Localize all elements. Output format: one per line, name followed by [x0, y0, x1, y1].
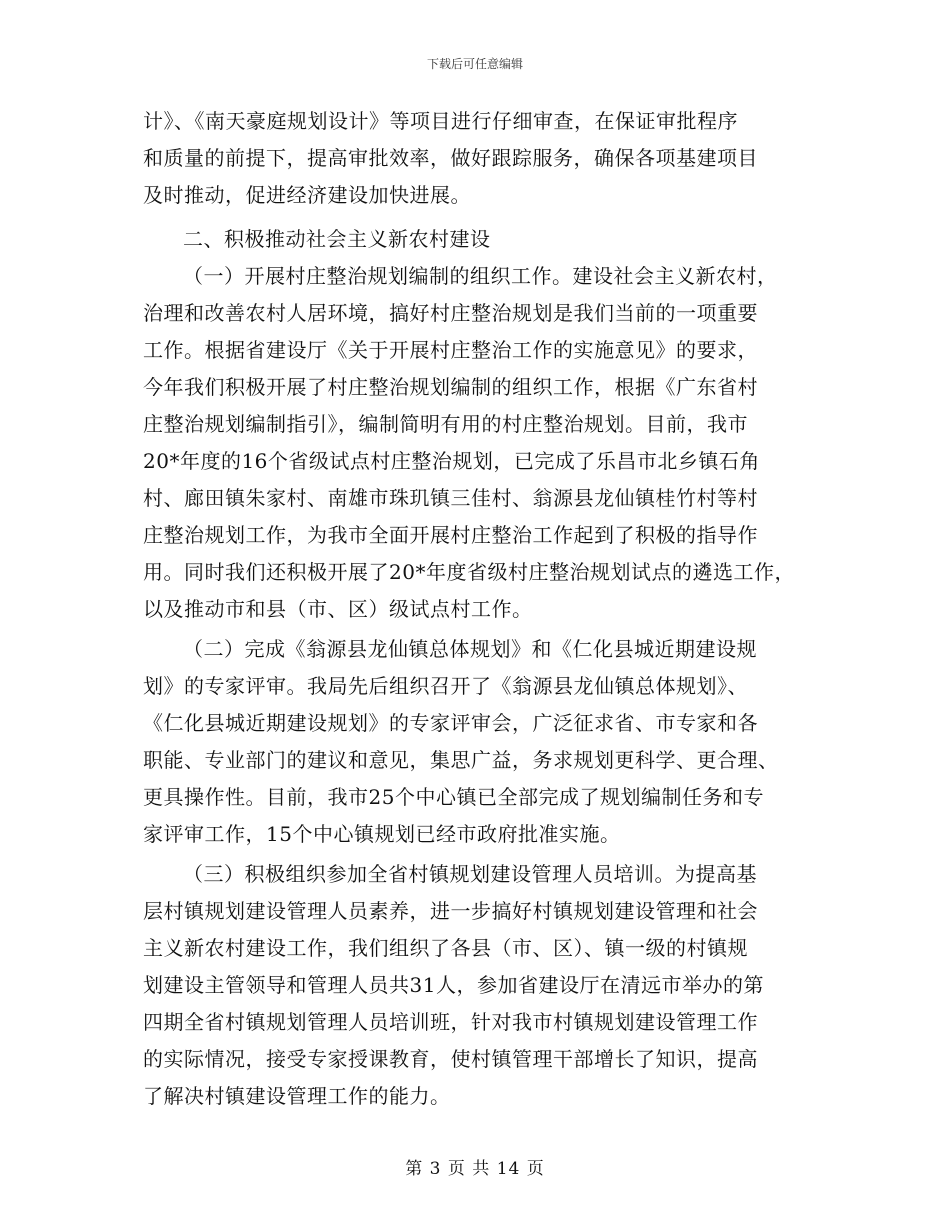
paragraph-line: 主义新农村建设工作，我们组织了各县（市、区）、镇一级的村镇规	[143, 936, 748, 960]
paragraph-line: 和质量的前提下，提高审批效率，做好跟踪服务，确保各项基建项目	[143, 146, 758, 170]
paragraph-line: 划》的专家评审。我局先后组织召开了《翁源县龙仙镇总体规划》、	[143, 674, 748, 698]
paragraph-line: 用。同时我们还积极开展了20*年度省级村庄整治规划试点的遴选工作，	[143, 560, 795, 584]
paragraph-line: 村、廊田镇朱家村、南雄市珠玑镇三佳村、翁源县龙仙镇桂竹村等村	[143, 486, 758, 510]
paragraph-line: 更具操作性。目前，我市25个中心镇已全部完成了规划编制任务和专	[143, 785, 764, 809]
paragraph-line: 庄整治规划工作，为我市全面开展村庄整治工作起到了积极的指导作	[143, 523, 758, 547]
paragraph-line: 家评审工作，15个中心镇规划已经市政府批准实施。	[143, 822, 621, 846]
paragraph-line: 及时推动，促进经济建设加快进展。	[143, 183, 471, 207]
paragraph-line: 今年我们积极开展了村庄整治规划编制的组织工作，根据《广东省村	[143, 375, 758, 399]
paragraph-line: 划建设主管领导和管理人员共31人，参加省建设厅在清远市举办的第	[143, 973, 764, 997]
paragraph-line: 层村镇规划建设管理人员素养，进一步搞好村镇规划建设管理和社会	[143, 899, 758, 923]
paragraph-line: 20*年度的16个省级试点村庄整治规划，已完成了乐昌市北乡镇石角	[143, 449, 760, 473]
paragraph-line: 的实际情况，接受专家授课教育，使村镇管理干部增长了知识，提高	[143, 1047, 758, 1071]
paragraph-line: 职能、专业部门的建议和意见，集思广益，务求规划更科学、更合理、	[143, 748, 779, 772]
page-number: 第 3 页 共 14 页	[405, 1159, 545, 1179]
paragraph-line: （三）积极组织参加全省村镇规划建设管理人员培训。为提高基	[183, 862, 757, 886]
paragraph-line: 计》、《南天豪庭规划设计》等项目进行仔细审查，在保证审批程序	[143, 109, 738, 133]
paragraph-line: 以及推动市和县（市、区）级试点村工作。	[143, 597, 533, 621]
paragraph-line: （二）完成《翁源县龙仙镇总体规划》和《仁化县城近期建设规	[183, 637, 757, 661]
paragraph-line: 治理和改善农村人居环境，搞好村庄整治规划是我们当前的一项重要	[143, 301, 758, 325]
paragraph-line: （一）开展村庄整治规划编制的组织工作。建设社会主义新农村，	[183, 264, 778, 288]
paragraph-line: 了解决村镇建设管理工作的能力。	[143, 1084, 451, 1108]
paragraph-line: 庄整治规划编制指引》，编制简明有用的村庄整治规划。目前，我市	[143, 412, 748, 436]
page-header-note: 下载后可任意编辑	[426, 57, 523, 71]
section-heading: 二、积极推动社会主义新农村建设	[183, 227, 491, 251]
paragraph-line: 《仁化县城近期建设规划》的专家评审会，广泛征求省、市专家和各	[143, 711, 758, 735]
paragraph-line: 四期全省村镇规划管理人员培训班，针对我市村镇规划建设管理工作	[143, 1010, 758, 1034]
paragraph-line: 工作。根据省建设厅《关于开展村庄整治工作的实施意见》的要求，	[143, 338, 758, 362]
